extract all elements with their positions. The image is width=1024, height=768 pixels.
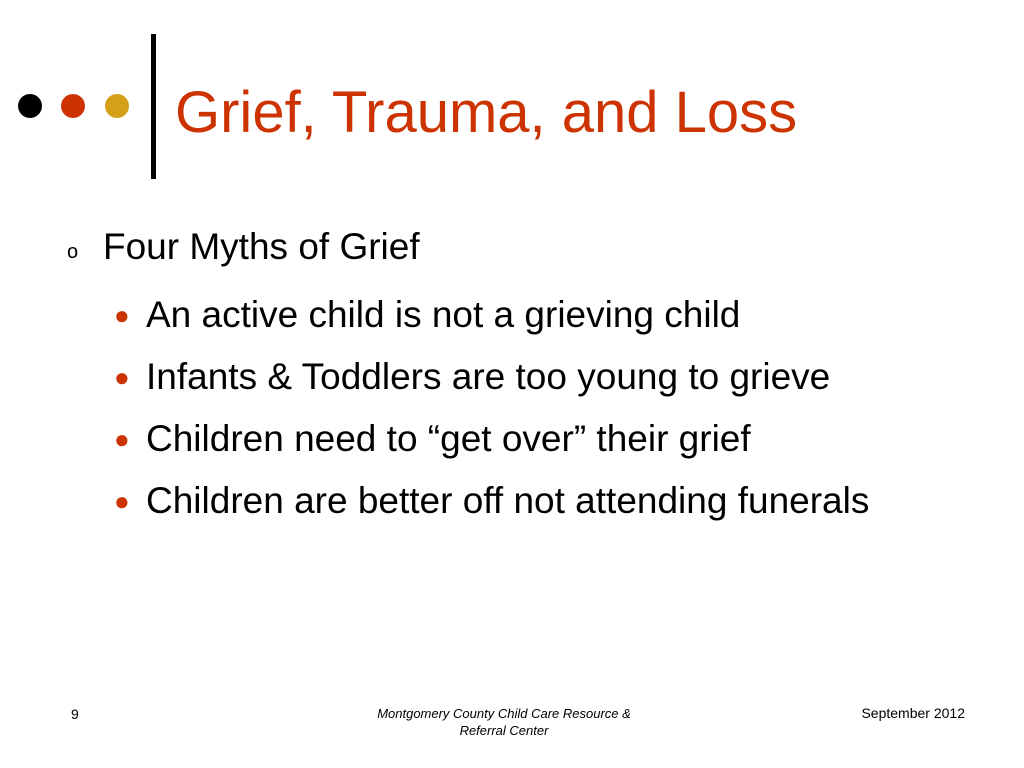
level1-text: Four Myths of Grief <box>103 226 420 267</box>
level1-item <box>67 222 420 272</box>
list-item-text: Children are better off not attending funerals <box>146 480 870 521</box>
list-item-text: An active child is not a grieving child <box>146 294 741 335</box>
bullet-icon: ● <box>114 424 130 454</box>
list-item-text: Children need to “get over” their grief <box>146 418 751 459</box>
list-item-text: Infants & Toddlers are too young to grieve <box>146 356 831 397</box>
footer-organization: Montgomery County Child Care Resource & Referral Center <box>377 706 631 738</box>
myths-list <box>114 294 994 538</box>
bullet-icon: ● <box>114 362 130 392</box>
circle-bullet-icon: o <box>67 241 79 263</box>
list-item <box>114 480 994 538</box>
footer-date: September 2012 <box>861 705 965 721</box>
red-dot-icon <box>61 94 85 118</box>
gold-dot-icon <box>105 94 129 118</box>
slide-number: 9 <box>71 706 79 722</box>
slide-title: Grief, Trauma, and Loss <box>175 80 798 145</box>
title-divider <box>151 34 156 179</box>
bullet-icon: ● <box>114 486 130 516</box>
bullet-icon: ● <box>114 300 130 330</box>
black-dot-icon <box>18 94 42 118</box>
